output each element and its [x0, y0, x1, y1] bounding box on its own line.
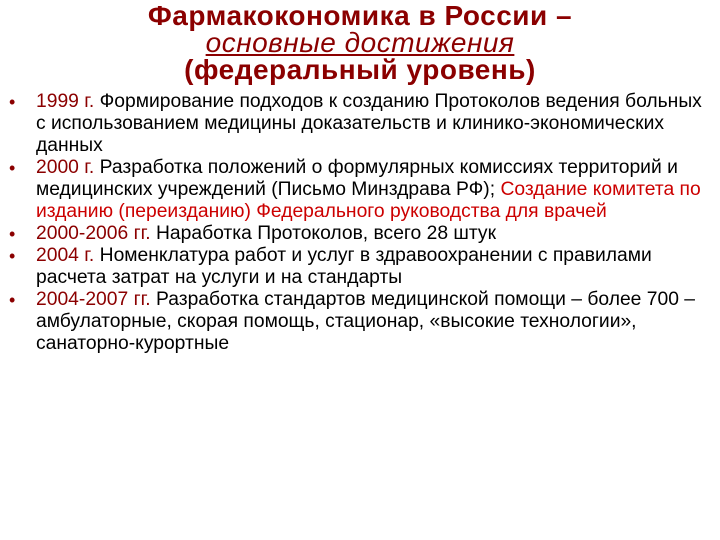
year-label: 1999 г. — [36, 91, 95, 112]
bullet-icon: • — [9, 158, 16, 178]
list-item — [0, 91, 720, 157]
title-line-2: основные достижения — [205, 27, 515, 58]
bullet-icon: • — [9, 246, 16, 266]
list-item — [0, 157, 720, 223]
year-label: 2004 г. — [36, 245, 95, 266]
item-text: Формирование подходов к созданию Протоколов ведения больных с использованием медицины доказательств и клинико-экономических данных — [36, 91, 702, 156]
item-highlight-text: Создание комитета по изданию (переизданию) Федерального руководства для врачей — [36, 179, 701, 222]
item-text: Наработка Протоколов, всего 28 штук — [150, 223, 496, 244]
list-item — [0, 289, 720, 355]
title-line-3: (федеральный уровень) — [184, 54, 536, 85]
year-label: 2004-2007 гг. — [36, 289, 151, 310]
item-text: Разработка положений о формулярных комиссиях территорий и медицинских учреждений (Письмо Минздрава РФ); — [36, 157, 678, 200]
achievements-list — [0, 91, 720, 355]
item-text: Номенклатура работ и услуг в здравоохранении с правилами расчета затрат на услуги и на стандарты — [36, 245, 652, 288]
title-line-1: Фармакокономика в России – — [147, 0, 573, 31]
bullet-icon: • — [9, 290, 16, 310]
year-label: 2000 г. — [36, 157, 95, 178]
list-item — [0, 245, 720, 289]
bullet-icon: • — [9, 92, 16, 112]
bullet-icon: • — [9, 224, 16, 244]
slide-title — [0, 2, 720, 83]
year-label: 2000-2006 гг. — [36, 223, 151, 244]
list-item — [0, 223, 720, 245]
item-text: Разработка стандартов медицинской помощи – более 700 – амбулаторные, скорая помощь, стационар, «высокие технологии», санаторно-курортные — [36, 289, 696, 354]
